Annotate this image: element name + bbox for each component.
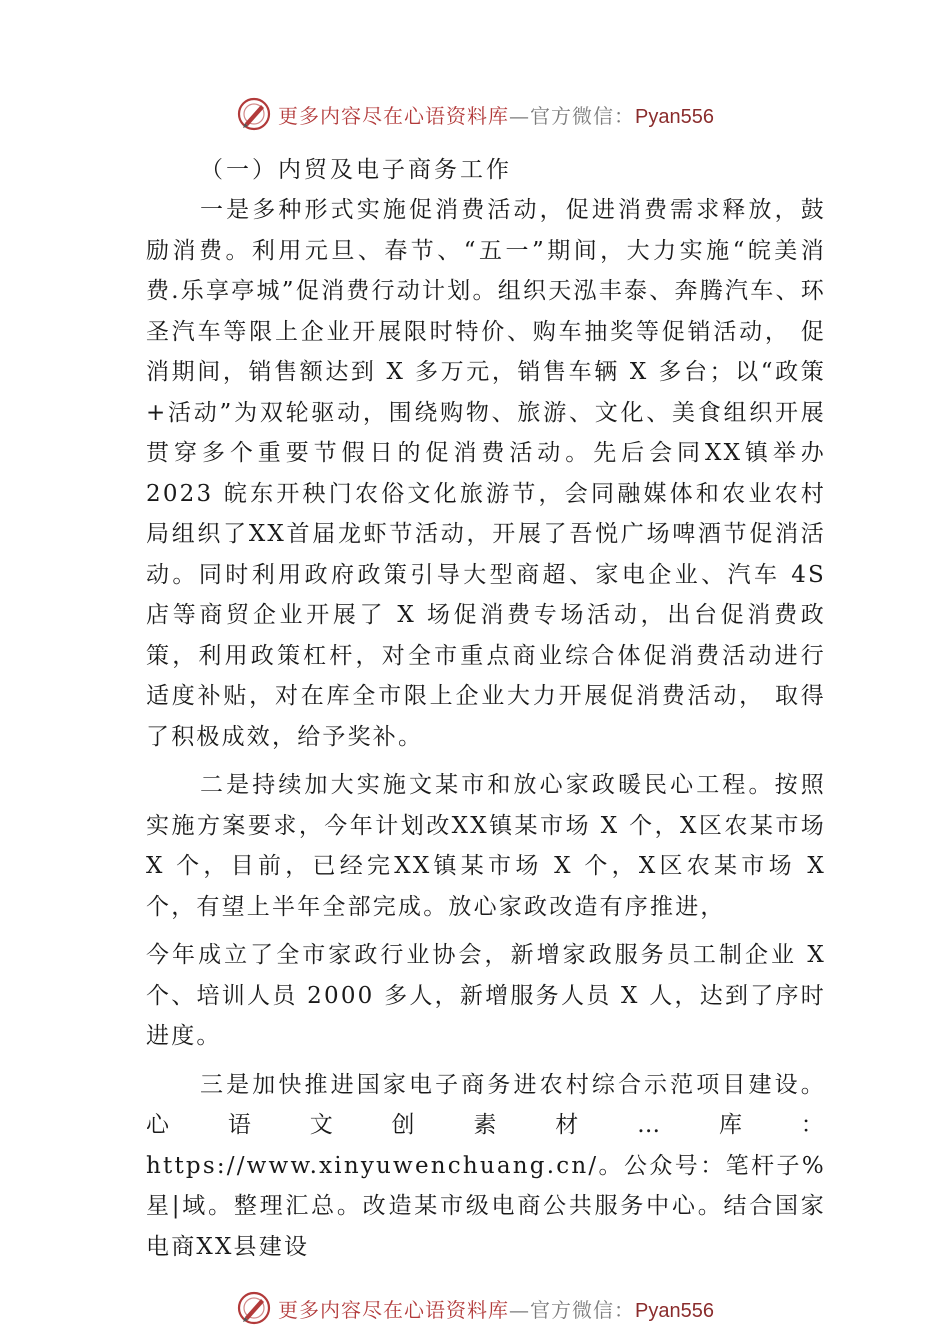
paragraph-3: 今年成立了全市家政行业协会，新增家政服务员工制企业 X 个、培训人员 2000 多人，新增服务人员 X 人，达到了序时进度。 — [146, 942, 826, 1049]
watermark-main-text: 更多内容尽在心语资料库 — [278, 1297, 510, 1322]
section-heading: （一）内贸及电子商务工作 — [200, 157, 512, 183]
watermark-banner-top — [0, 94, 950, 134]
watermark-text — [278, 100, 714, 129]
watermark-suffix-text: 官方微信： — [530, 103, 636, 128]
paragraph-2: 二是持续加大实施文某市和放心家政暖民心工程。按照实施方案要求，今年计划改XX镇某市场 X 个，X区农某市场 X 个，目前，已经完XX镇某市场 X 个，X区农某市场 X 个，有望上半年全部完成。放心家政改造有序推进， — [146, 772, 826, 920]
watermark-suffix-text: 官方微信： — [530, 1297, 636, 1322]
watermark-account: Pyan556 — [635, 1299, 714, 1322]
paragraph-1: 一是多种形式实施促消费活动，促进消费需求释放，鼓励消费。利用元旦、春节、“五一”期间，大力实施“皖美消费.乐享亭城”促消费行动计划。组织天泓丰泰、奔腾汽车、环圣汽车等限上企业开展限时特价、购车抽奖等促销活动， 促消期间，销售额达到 X 多万元，销售车辆 X 多台；以“政策+活动”为双轮驱动，围绕购物、旅游、文化、美食组织开展贯穿多个重要节假日的促消费活动。先后会同XX镇举办 2023 皖东开秧门农俗文化旅游节，会同融媒体和农业农村局组织了XX首届龙虾节活动，开展了吾悦广场啤酒节促消活动。同时利用政府政策引导大型商超、家电企业、汽车 4S 店等商贸企业开展了 X 场促消费专场活动，出台促消费政策，利用政策杠杆，对全市重点商业综合体促消费活动进行适度补贴，对在库全市限上企业大力开展促消费活动， 取得了积极成效，给予奖补。 — [146, 197, 826, 750]
document-body — [146, 150, 826, 1267]
pen-logo-icon — [236, 96, 272, 132]
watermark-separator: — — [509, 1297, 531, 1322]
watermark-main-text: 更多内容尽在心语资料库 — [278, 103, 510, 128]
pen-logo-icon — [236, 1290, 272, 1326]
watermark-banner-bottom — [0, 1288, 950, 1328]
watermark-separator: — — [509, 103, 531, 128]
watermark-account: Pyan556 — [635, 105, 714, 128]
paragraph-4: 三是加快推进国家电子商务进农村综合示范项目建设。心语文创素材…库：https://www.xinyuwenchuang.cn/。公众号：笔杆子%星|域。整理汇总。改造某市级电商公共服务中心。结合国家电商XX县建设 — [146, 1071, 826, 1260]
watermark-text — [278, 1294, 714, 1323]
